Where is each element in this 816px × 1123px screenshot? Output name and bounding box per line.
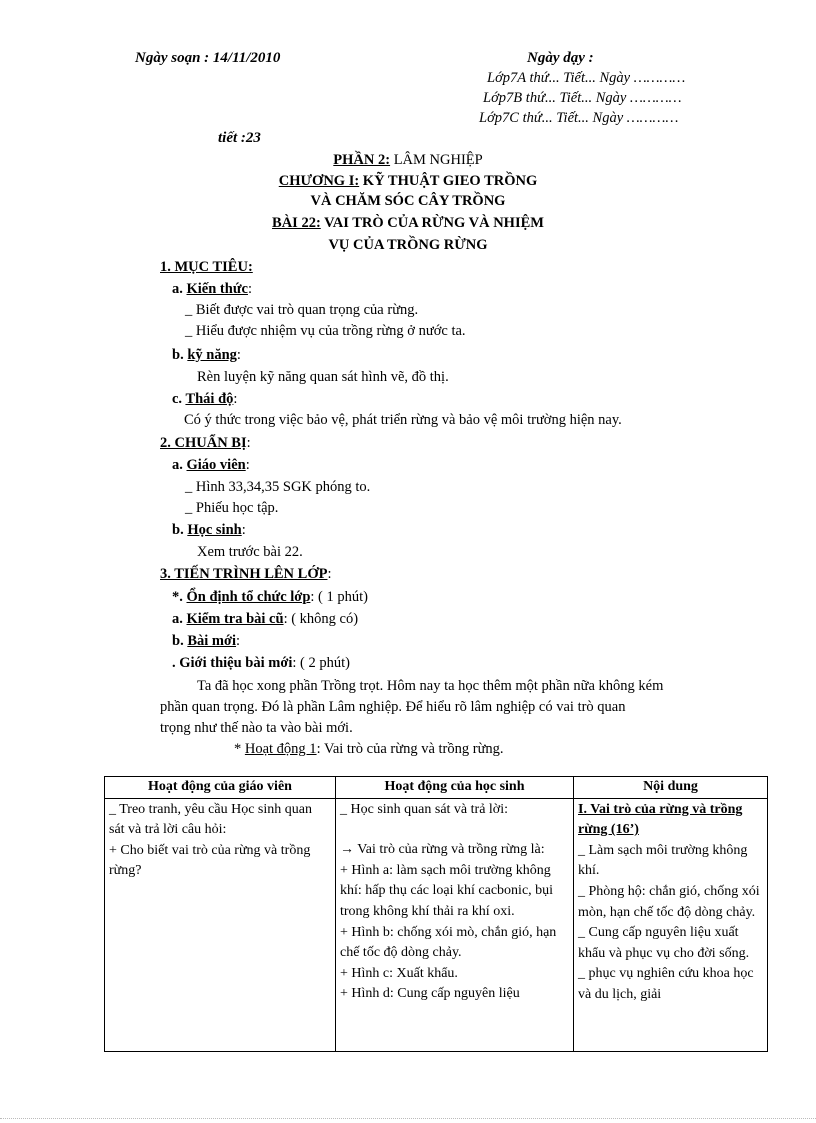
kiem-tra-prefix: a.	[172, 611, 187, 627]
chuan-bi-heading: 2. CHUẨN BỊ:	[160, 435, 251, 451]
ngay-day: Ngày dạy :	[527, 50, 594, 66]
kien-thuc-item-1: _ Biết được vai trò quan trọng của rừng.	[185, 302, 419, 318]
chuong-title	[0, 173, 816, 190]
content-line-1: _ Làm sạch môi trường không khí.	[578, 842, 748, 879]
giao-vien-label: Giáo viên	[186, 457, 246, 473]
giao-vien-item-2: _ Phiếu học tập.	[185, 500, 279, 516]
chuong-label: CHƯƠNG I:	[278, 173, 360, 189]
content-cell	[574, 798, 768, 1051]
gioi-thieu-line	[172, 655, 350, 672]
teacher-line-1: _ Treo tranh, yêu cầu Học sinh quan sát và trả lời câu hỏi:	[109, 801, 312, 838]
arrow-right-icon: →	[340, 842, 354, 858]
muc-tieu-heading: 1. MỤC TIÊU:	[160, 259, 253, 275]
intro-paragraph-line-3: trọng như thế nào ta vào bài mới.	[160, 720, 353, 736]
tiet-number: tiết :23	[218, 130, 261, 146]
header-teacher: Hoạt động của giáo viên	[105, 777, 336, 799]
class-7a: Lớp7A thứ... Tiết... Ngày …………	[487, 70, 686, 86]
on-dinh-line	[172, 589, 368, 606]
student-line-5: + Hình c: Xuất khẩu.	[340, 965, 458, 981]
kiem-tra-text: : ( không có)	[283, 611, 359, 627]
header-content: Nội dung	[574, 777, 768, 799]
student-line-6: + Hình d: Cung cấp nguyên liệu	[340, 986, 520, 1002]
content-line-4: _ phục vụ nghiên cứu khoa học và du lịch, giải	[578, 966, 754, 1002]
class-7b: Lớp7B thứ... Tiết... Ngày …………	[483, 90, 682, 106]
ngay-soan: Ngày soạn : 14/11/2010	[135, 50, 281, 66]
hoat-dong-prefix: *	[234, 741, 245, 757]
kien-thuc-prefix: a.	[172, 281, 187, 297]
class-7c: Lớp7C thứ... Tiết... Ngày …………	[479, 110, 679, 126]
kien-thuc-item-2: _ Hiểu được nhiệm vụ của trồng rừng ở nước ta.	[185, 323, 466, 339]
intro-paragraph-line-2: phần quan trọng. Đó là phần Lâm nghiệp. Để hiểu rõ lâm nghiệp có vai trò quan	[160, 699, 626, 715]
on-dinh-label: Ổn định tổ chức lớp	[186, 589, 311, 605]
thai-do-line: c. Thái độ:	[172, 391, 238, 407]
ky-nang-text: Rèn luyện kỹ năng quan sát hình vẽ, đồ thị.	[197, 369, 449, 385]
gioi-thieu-label: . Giới thiệu bài mới	[172, 655, 293, 671]
giao-vien-item-1: _ Hình 33,34,35 SGK phóng to.	[185, 479, 371, 495]
giao-vien-prefix: a.	[172, 457, 187, 473]
student-line-4: + Hình b: chống xói mò, chắn gió, hạn chế tốc độ dòng chảy.	[340, 924, 557, 961]
tien-trinh-heading: 3. TIẾN TRÌNH LÊN LỚP:	[160, 566, 332, 582]
bai-text: VAI TRÒ CỦA RỪNG VÀ NHIỆM	[320, 215, 544, 231]
page-bottom-divider	[0, 1118, 816, 1119]
hoat-dong-text: : Vai trò của rừng và trồng rừng.	[316, 741, 504, 757]
on-dinh-time: : ( 1 phút)	[310, 589, 368, 605]
on-dinh-prefix: *.	[172, 589, 187, 605]
table-header-row	[105, 777, 768, 799]
header-student: Hoạt động của học sinh	[336, 777, 574, 799]
ky-nang-line: b. kỹ năng:	[172, 347, 241, 363]
giao-vien-line: a. Giáo viên:	[172, 457, 250, 473]
bai-title	[0, 215, 816, 232]
student-cell	[336, 798, 574, 1051]
hoat-dong-1-line	[234, 741, 504, 758]
hoc-sinh-label: Học sinh	[187, 522, 242, 538]
ky-nang-label: kỹ năng	[187, 347, 237, 363]
bai-moi-prefix: b.	[172, 633, 188, 649]
content-line-3: _ Cung cấp nguyên liệu xuất khẩu và phục vụ cho đời sống.	[578, 925, 750, 961]
chuong-text: KỸ THUẬT GIEO TRỒNG	[359, 173, 538, 189]
student-line-1: _ Học sinh quan sát và trả lời:	[340, 801, 508, 817]
thai-do-prefix: c.	[172, 391, 186, 407]
hoc-sinh-line: b. Học sinh:	[172, 522, 246, 538]
teacher-cell	[105, 798, 336, 1051]
content-heading: I. Vai trò của rừng và trồng rừng (16’)	[578, 801, 743, 838]
kien-thuc-label: Kiến thức	[186, 281, 248, 297]
chuong-text-2: VÀ CHĂM SÓC CÂY TRỒNG	[310, 193, 506, 209]
hoc-sinh-prefix: b.	[172, 522, 188, 538]
bai-moi-label: Bài mới	[187, 633, 237, 649]
hoc-sinh-text: Xem trước bài 22.	[197, 544, 303, 560]
thai-do-text: Có ý thức trong việc bảo vệ, phát triển rừng và bảo vệ môi trường hiện nay.	[184, 412, 622, 428]
kiem-tra-label: Kiểm tra bài cũ	[186, 611, 284, 627]
hoat-dong-label: Hoạt động 1	[244, 741, 317, 757]
kien-thuc-line: a. Kiến thức:	[172, 281, 252, 297]
teacher-line-2: + Cho biết vai trò của rừng và trồng rừng?	[109, 842, 311, 879]
kiem-tra-line	[172, 611, 358, 628]
bai-title-2	[0, 237, 816, 254]
intro-paragraph-line-1: Ta đã học xong phần Trồng trọt. Hôm nay ta học thêm một phần nữa không kém	[197, 678, 664, 694]
phan-title	[0, 152, 816, 169]
bai-label: BÀI 22:	[272, 215, 321, 231]
table-row	[105, 798, 768, 1051]
student-line-3: + Hình a: làm sạch môi trường không khí: hấp thụ các loại khí cacbonic, bụi trong không khí thải ra khí oxi.	[340, 862, 554, 919]
bai-moi-line: b. Bài mới:	[172, 633, 241, 649]
chuan-bi-label: 2. CHUẨN BỊ	[160, 435, 247, 451]
student-line-2	[340, 840, 569, 861]
ky-nang-prefix: b.	[172, 347, 188, 363]
tien-trinh-label: 3. TIẾN TRÌNH LÊN LỚP	[160, 566, 328, 582]
thai-do-label: Thái độ	[185, 391, 234, 407]
activity-table	[104, 776, 768, 1052]
chuong-title-2	[0, 193, 816, 210]
phan-label: PHẦN 2:	[333, 152, 391, 168]
content-line-2: _ Phòng hộ: chắn gió, chống xói mòn, hạn chế tốc độ dòng chảy.	[578, 883, 760, 920]
phan-text: LÂM NGHIỆP	[390, 152, 483, 168]
gioi-thieu-time: : ( 2 phút)	[292, 655, 350, 671]
student-role-intro: Vai trò của rừng và trồng rừng là:	[357, 842, 545, 858]
bai-text-2: VỤ CỦA TRỒNG RỪNG	[328, 237, 488, 253]
